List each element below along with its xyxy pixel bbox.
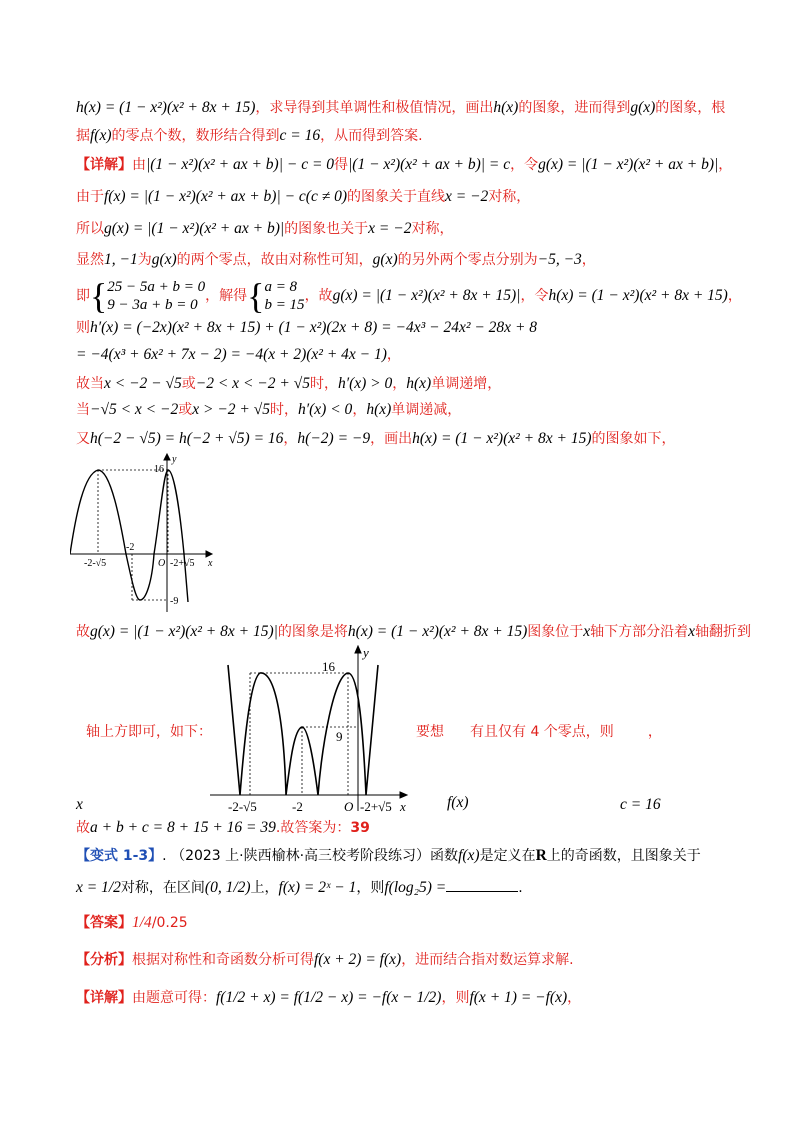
y-axis-arrow	[164, 454, 170, 460]
math: −5, −3	[537, 251, 582, 268]
math: |(1 − x²)(x² + ax + b)| − c = 0	[146, 156, 335, 173]
text: ，则	[441, 990, 470, 1006]
math: h(x) = (1 − x²)(x² + 8x + 15)	[548, 287, 728, 304]
math: h(x)	[493, 99, 519, 116]
text: 有且仅有 4 个零点，则	[470, 724, 614, 740]
origin-label: O	[344, 799, 354, 814]
max-label: 16	[322, 659, 335, 674]
text: /0.25	[151, 915, 188, 931]
text: 要想	[416, 724, 444, 740]
text: 上的奇函数，且图象关于	[546, 848, 701, 864]
text: 对称，在区间	[120, 880, 205, 896]
math: 1, −1	[104, 251, 138, 268]
text: ，	[392, 376, 407, 392]
text: 的零点个数，数形结合得到	[111, 128, 280, 144]
line-9	[76, 345, 736, 365]
h-curve	[70, 470, 188, 602]
math: f(1/2 + x) = f(1/2 − x) = −f(x − 1/2)	[216, 989, 442, 1006]
text: ，令	[520, 288, 549, 304]
text: 故	[76, 820, 90, 836]
text: 时，	[309, 376, 338, 392]
text: 对称，	[488, 189, 531, 205]
line-17	[76, 846, 736, 866]
text: 为	[137, 252, 152, 268]
equation-system-2	[264, 278, 304, 314]
text: . （2023 上·陕西榆林·高三校考阶段练习）函数	[162, 848, 459, 864]
math: f(x + 2) = f(x)	[314, 951, 402, 968]
math: h(x)	[366, 401, 392, 418]
text: 轴上方即可，如下：	[86, 724, 212, 740]
math: h(x)	[406, 375, 432, 392]
text: 则	[76, 320, 90, 336]
math: (0, 1/2)	[204, 879, 251, 896]
y-label: y	[172, 454, 177, 465]
math: x > −2 + √5	[192, 401, 270, 418]
text: 的图象也关于	[284, 221, 369, 237]
text: ，故	[304, 288, 333, 304]
text: 的图象，根	[655, 100, 726, 116]
math: −√5 < x < −2	[90, 401, 179, 418]
math: g(x)	[372, 251, 398, 268]
brace: {	[247, 276, 265, 316]
graph-h	[70, 452, 220, 618]
detail-tag: 【详解】	[76, 990, 132, 1006]
math: x	[688, 623, 696, 640]
math: f(log₂5) =	[384, 879, 447, 896]
text: 由题意可得：	[132, 990, 216, 1006]
answer: 39	[350, 820, 370, 836]
math: f(x) = 2ˣ − 1	[278, 879, 357, 896]
math: h′(x) = (−2x)(x² + 8x + 15) + (1 − x²)(2x + 8) = −4x³ − 24x² − 28x + 8	[90, 319, 538, 336]
line-6	[76, 250, 736, 270]
text: 所以	[76, 221, 104, 237]
math: h′(x) < 0	[298, 401, 353, 418]
text: ，	[581, 252, 596, 268]
math: h′(x) > 0	[337, 375, 393, 392]
text: 的图象是将	[277, 624, 348, 640]
line-1	[76, 98, 736, 118]
eq: b = 15	[264, 297, 305, 313]
line-2	[76, 126, 736, 146]
right-x-label: -2+√5	[360, 799, 392, 814]
math: f(x)	[447, 794, 469, 811]
text: 图象位于	[527, 624, 584, 640]
eq: 9 − 3a + b = 0	[107, 297, 198, 313]
math: c = 16	[620, 796, 661, 813]
text: 或	[181, 376, 196, 392]
math: h(−2 − √5) = h(−2 + √5) = 16	[90, 430, 284, 447]
line-10	[76, 374, 736, 394]
graph-g	[210, 645, 420, 815]
equation-system-1	[107, 278, 205, 314]
text: 当	[76, 402, 90, 418]
text: ，	[647, 724, 662, 740]
x-label: x	[400, 799, 406, 814]
text: 根据对称性和奇函数分析可得	[132, 952, 314, 968]
x-axis-arrow	[206, 551, 212, 557]
math: h(−2) = −9	[297, 430, 371, 447]
text: 即	[76, 288, 90, 304]
math: f(x + 1) = −f(x)	[469, 989, 568, 1006]
answer-blank	[446, 879, 518, 892]
text: 单调递减，	[391, 402, 462, 418]
text: 故	[76, 624, 90, 640]
line-14-left	[86, 722, 216, 742]
text: ，	[386, 347, 401, 363]
neg2-label: -2	[126, 542, 135, 553]
detail-tag: 【详解】	[76, 157, 132, 173]
left-x-label: -2-√5	[84, 558, 107, 569]
line-8	[76, 318, 736, 338]
right-x-label: -2+√5	[170, 558, 195, 569]
math: |(1 − x²)(x² + ax + b)| = c	[348, 156, 511, 173]
text: 据	[76, 128, 90, 144]
text: 的另外两个零点分别为	[397, 252, 538, 268]
text: 得	[334, 157, 349, 173]
math: x = 1/2	[76, 879, 121, 896]
math: a + b + c = 8 + 15 + 16 = 39	[90, 819, 276, 836]
text: ，则	[356, 880, 385, 896]
text: 轴下方部分沿着	[590, 624, 689, 640]
math: f(x)	[458, 847, 480, 864]
line-3	[76, 155, 736, 175]
text: 对称，	[411, 221, 454, 237]
math: −2 < x < −2 + √5	[195, 375, 310, 392]
math: 1/4	[132, 914, 152, 931]
math: f(x)	[90, 127, 112, 144]
line-20	[76, 950, 736, 970]
text: 单调递增，	[431, 376, 502, 392]
math: h(x) = (1 − x²)(x² + 8x + 15)	[76, 99, 256, 116]
neg2-label: -2	[292, 799, 303, 814]
math: c = 16	[279, 127, 321, 144]
math: g(x) = |(1 − x²)(x² + ax + b)|	[104, 220, 285, 237]
math: f(x) = |(1 − x²)(x² + ax + b)| − c(c ≠ 0)	[104, 188, 347, 205]
line-5	[76, 219, 736, 239]
line-15-c	[620, 795, 700, 815]
eq: 25 − 5a + b = 0	[107, 279, 206, 295]
text: .故答案为：	[275, 820, 351, 836]
line-13	[76, 622, 752, 642]
mid-label: 9	[336, 729, 343, 744]
text: 的图象如下，	[591, 431, 676, 447]
math: R	[535, 847, 547, 864]
text: 上，	[250, 880, 279, 896]
answer-tag: 【答案】	[76, 915, 132, 931]
line-18	[76, 878, 736, 898]
text: .	[518, 880, 523, 896]
line-14-right	[416, 722, 736, 742]
line-4	[76, 187, 736, 207]
y-axis-arrow	[355, 646, 361, 653]
line-15-b	[447, 793, 507, 813]
line-12	[76, 429, 736, 449]
text: 的图象，进而得到	[518, 100, 631, 116]
math: x = −2	[445, 188, 489, 205]
y-label: y	[363, 645, 369, 660]
text: 的图象关于直线	[347, 189, 445, 205]
math: g(x) = |(1 − x²)(x² + ax + b)|	[538, 156, 719, 173]
analysis-tag: 【分析】	[76, 952, 132, 968]
max-label: 16	[154, 464, 164, 475]
math: h(x) = (1 − x²)(x² + 8x + 15)	[412, 430, 592, 447]
math: x = −2	[368, 220, 412, 237]
text: 轴翻折到	[695, 624, 752, 640]
line-19	[76, 913, 736, 933]
math: g(x) = |(1 − x²)(x² + 8x + 15)|	[332, 287, 521, 304]
eq: a = 8	[264, 279, 298, 295]
line-16	[76, 818, 736, 838]
line-7	[76, 276, 742, 316]
text: 是定义在	[479, 848, 536, 864]
text: 又	[76, 431, 90, 447]
math: g(x)	[630, 99, 656, 116]
text: ，	[283, 431, 298, 447]
text: ，进而结合指对数运算求解.	[401, 952, 574, 968]
text: ，解得	[205, 288, 248, 304]
text: ，	[727, 288, 742, 304]
math: = −4(x³ + 6x² + 7x − 2) = −4(x + 2)(x² + 4x − 1)	[76, 346, 387, 363]
line-21	[76, 988, 736, 1008]
text: 的两个零点，故由对称性可知，	[176, 252, 373, 268]
math: g(x) = |(1 − x²)(x² + 8x + 15)|	[90, 623, 278, 640]
text: 由于	[76, 189, 104, 205]
text: 或	[178, 402, 193, 418]
math: x	[76, 796, 83, 813]
math: g(x)	[151, 251, 177, 268]
x-label: x	[208, 558, 213, 569]
text: ，	[718, 157, 733, 173]
variant-tag: 【变式 1-3】	[76, 848, 163, 864]
text: ，从而得到答案.	[320, 128, 423, 144]
text: ，	[567, 990, 582, 1006]
text: 故当	[76, 376, 104, 392]
left-x-label: -2-√5	[228, 799, 257, 814]
math: x	[583, 623, 591, 640]
g-curve	[228, 665, 378, 795]
text: ，画出	[370, 431, 413, 447]
text: ，	[352, 402, 367, 418]
math: x < −2 − √5	[104, 375, 182, 392]
origin-label: O	[158, 558, 166, 569]
min-label: -9	[170, 596, 179, 607]
brace: {	[90, 276, 108, 316]
text: 由	[132, 157, 146, 173]
text: 显然	[76, 252, 104, 268]
math: h(x) = (1 − x²)(x² + 8x + 15)	[347, 623, 528, 640]
text: ，求导得到其单调性和极值情况，画出	[255, 100, 494, 116]
text: ，令	[510, 157, 539, 173]
text: 时，	[270, 402, 298, 418]
line-11	[76, 400, 736, 420]
